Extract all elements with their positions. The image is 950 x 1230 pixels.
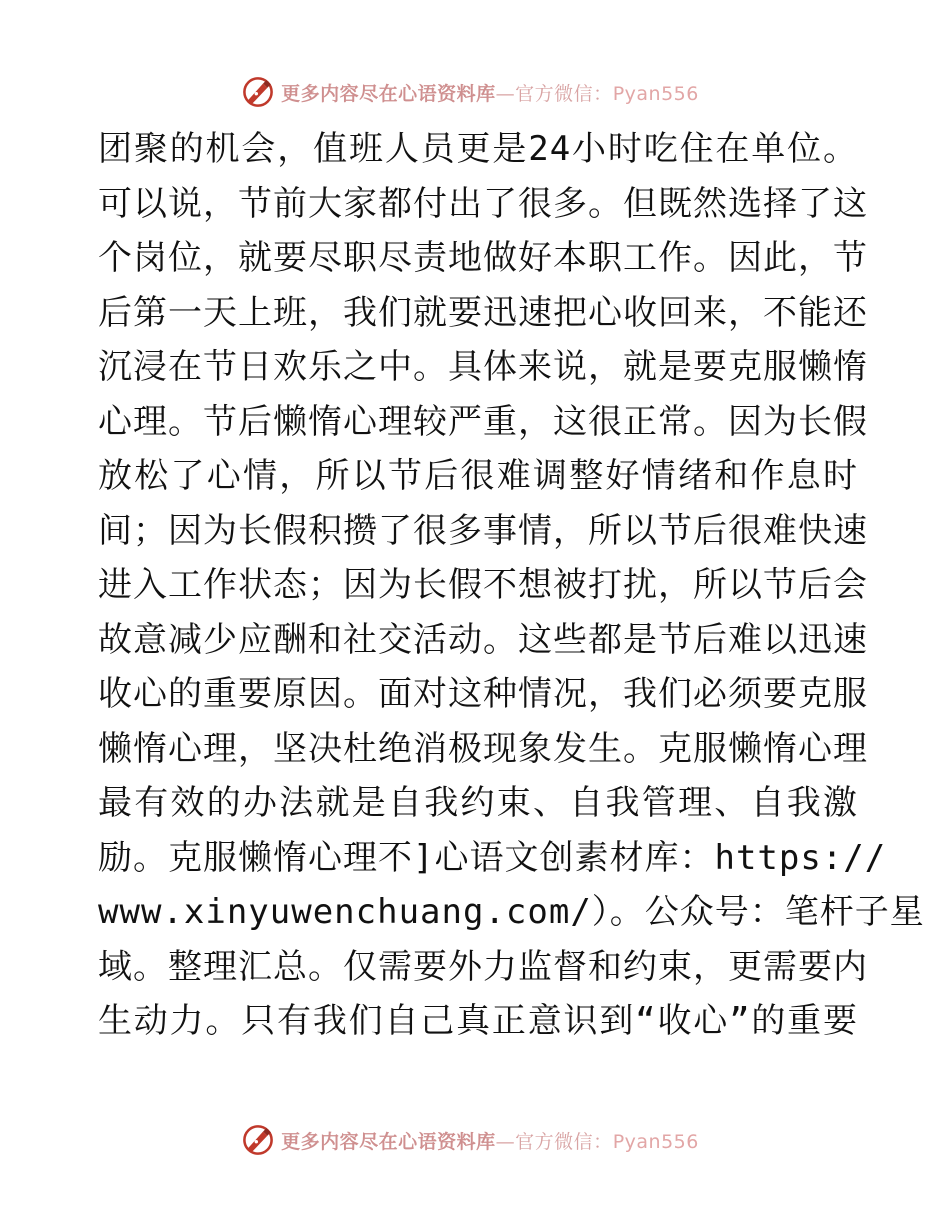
header-banner-text	[281, 79, 699, 106]
text-line: 团聚的机会，值班人员更是24小时吃住在单位。	[98, 129, 858, 169]
footer-banner-inner	[241, 1123, 699, 1157]
text-line: 励。克服懒惰心理不]心语文创素材库：https://	[98, 837, 887, 878]
pen-nib-logo-icon	[241, 1123, 275, 1157]
text-line: 域。整理汇总。仅需要外力监督和约束，更需要内	[98, 946, 868, 987]
header-banner	[0, 72, 950, 112]
text-line: 生动力。只有我们自己真正意识到“收心”的重要	[98, 1001, 858, 1041]
text-line: www.xinyuwenchuang.com/）。公众号：笔杆子星	[98, 892, 925, 932]
text-line: 放松了心情，所以节后很难调整好情绪和作息时	[98, 456, 858, 496]
footer-dash: —	[495, 1130, 516, 1153]
text-line: 沉浸在节日欢乐之中。具体来说，就是要克服懒惰	[98, 347, 868, 387]
body-text	[98, 122, 925, 1049]
footer-wechat-id: Pyan556	[612, 1130, 699, 1153]
header-brand: 更多内容尽在心语资料库	[281, 82, 496, 105]
text-line: 最有效的办法就是自我约束、自我管理、自我激	[98, 783, 858, 823]
text-line: 个岗位，就要尽职尽责地做好本职工作。因此，节	[98, 238, 868, 278]
text-line: 故意减少应酬和社交活动。这些都是节后难以迅速	[98, 619, 868, 660]
text-line: 间；因为长假积攒了很多事情，所以节后很难快速	[98, 510, 868, 551]
pen-nib-logo-icon	[241, 75, 275, 109]
text-line: 进入工作状态；因为长假不想被打扰，所以节后会	[98, 565, 868, 605]
footer-brand: 更多内容尽在心语资料库	[281, 1130, 496, 1153]
text-line: 可以说，节前大家都付出了很多。但既然选择了这	[98, 183, 868, 224]
footer-banner	[0, 1120, 950, 1160]
header-wechat-id: Pyan556	[612, 82, 699, 105]
footer-wechat-label: 官方微信：	[515, 1130, 613, 1153]
footer-banner-text	[281, 1127, 699, 1154]
text-line: 心理。节后懒惰心理较严重，这很正常。因为长假	[98, 401, 868, 442]
text-line: 收心的重要原因。面对这种情况，我们必须要克服	[98, 674, 868, 714]
header-dash: —	[495, 82, 516, 105]
header-wechat-label: 官方微信：	[515, 82, 613, 105]
header-banner-inner	[241, 75, 699, 109]
text-line: 后第一天上班，我们就要迅速把心收回来，不能还	[98, 292, 868, 333]
text-line: 懒惰心理，坚决杜绝消极现象发生。克服懒惰心理	[98, 728, 868, 769]
